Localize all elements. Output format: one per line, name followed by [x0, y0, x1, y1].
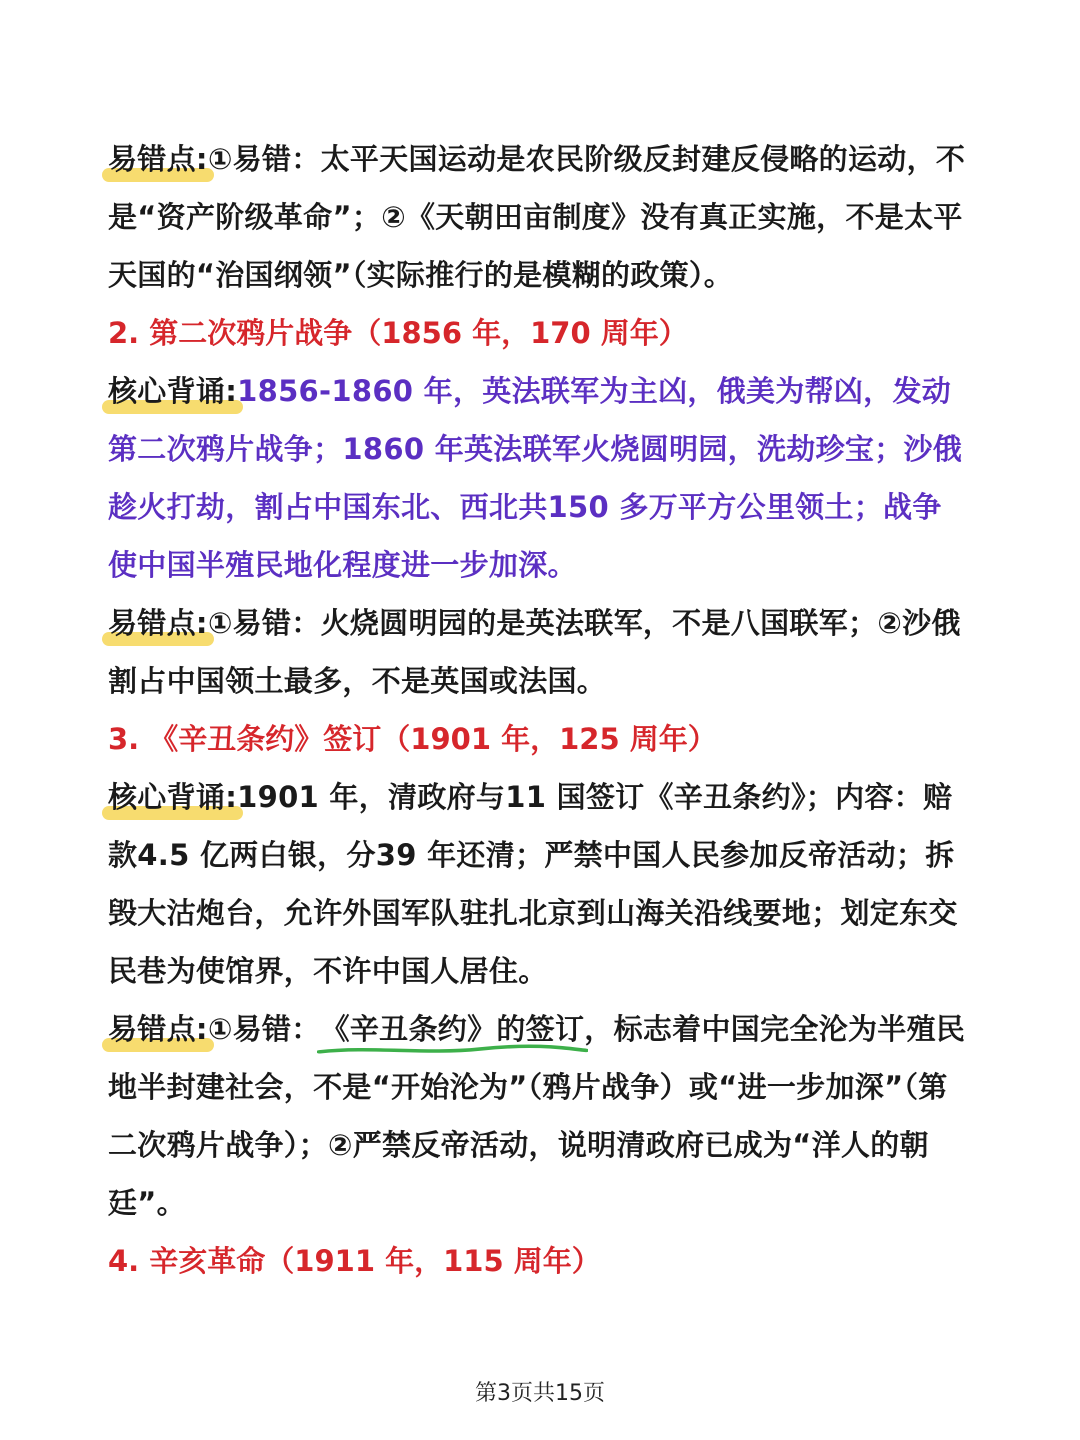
document-body: [108, 130, 968, 1290]
error-point-prefix: ①易错：: [207, 1012, 321, 1046]
page-number-footer: 第3页共15页: [475, 1381, 605, 1406]
section-title-2: 2. 第二次鸦片战争（1856 年，170 周年）: [108, 316, 688, 350]
error-point-paragraph-3: [108, 1000, 968, 1232]
core-recite-paragraph-3: [108, 768, 968, 1000]
core-recite-label: 核心背诵:: [108, 768, 237, 826]
core-recite-text: 1856-1860 年，英法联军为主凶，俄美为帮凶，发动第二次鸦片战争；1860 年英法联军火烧圆明园，洗劫珍宝；沙俄趁火打劫，割占中国东北、西北共150 多万平方公里领土；战争使中国半殖民地化程度进一步加深。: [108, 374, 963, 582]
core-recite-text: 1901 年，清政府与11 国签订《辛丑条约》；内容：赔款4.5 亿两白银，分39 年还清；严禁中国人民参加反帝活动；拆毁大沽炮台，允许外国军队驻扎北京到山海关沿线要地；划定东交民巷为使馆界，不许中国人居住。: [108, 780, 958, 988]
error-point-label: 易错点:: [108, 130, 208, 188]
error-point-paragraph-2: [108, 594, 968, 710]
section-title-3: 3. 《辛丑条约》签订（1901 年，125 周年）: [108, 722, 717, 756]
core-recite-label: 核心背诵:: [108, 362, 237, 420]
error-point-paragraph-1: [108, 130, 968, 304]
error-point-text: ①易错：太平天国运动是农民阶级反封建反侵略的运动，不是“资产阶级革命”；②《天朝田亩制度》没有真正实施，不是太平天国的“治国纲领”（实际推行的是模糊的政策）。: [108, 142, 966, 292]
underlined-treaty-phrase: 《辛丑条约》的签订: [321, 1000, 585, 1058]
error-point-text: ①易错：火烧圆明园的是英法联军，不是八国联军；②沙俄割占中国领土最多，不是英国或法国。: [108, 606, 961, 698]
core-recite-paragraph-2: [108, 362, 968, 594]
error-point-text: ，标志着中国完全沦为半殖民地半封建社会，不是“开始沦为”（鸦片战争）或“进一步加深”（第二次鸦片战争）；②严禁反帝活动，说明清政府已成为“洋人的朝廷”。: [108, 1012, 966, 1220]
error-point-label: 易错点:: [108, 1000, 208, 1058]
section-title-4: 4. 辛亥革命（1911 年，115 周年）: [108, 1244, 601, 1278]
error-point-label: 易错点:: [108, 594, 208, 652]
